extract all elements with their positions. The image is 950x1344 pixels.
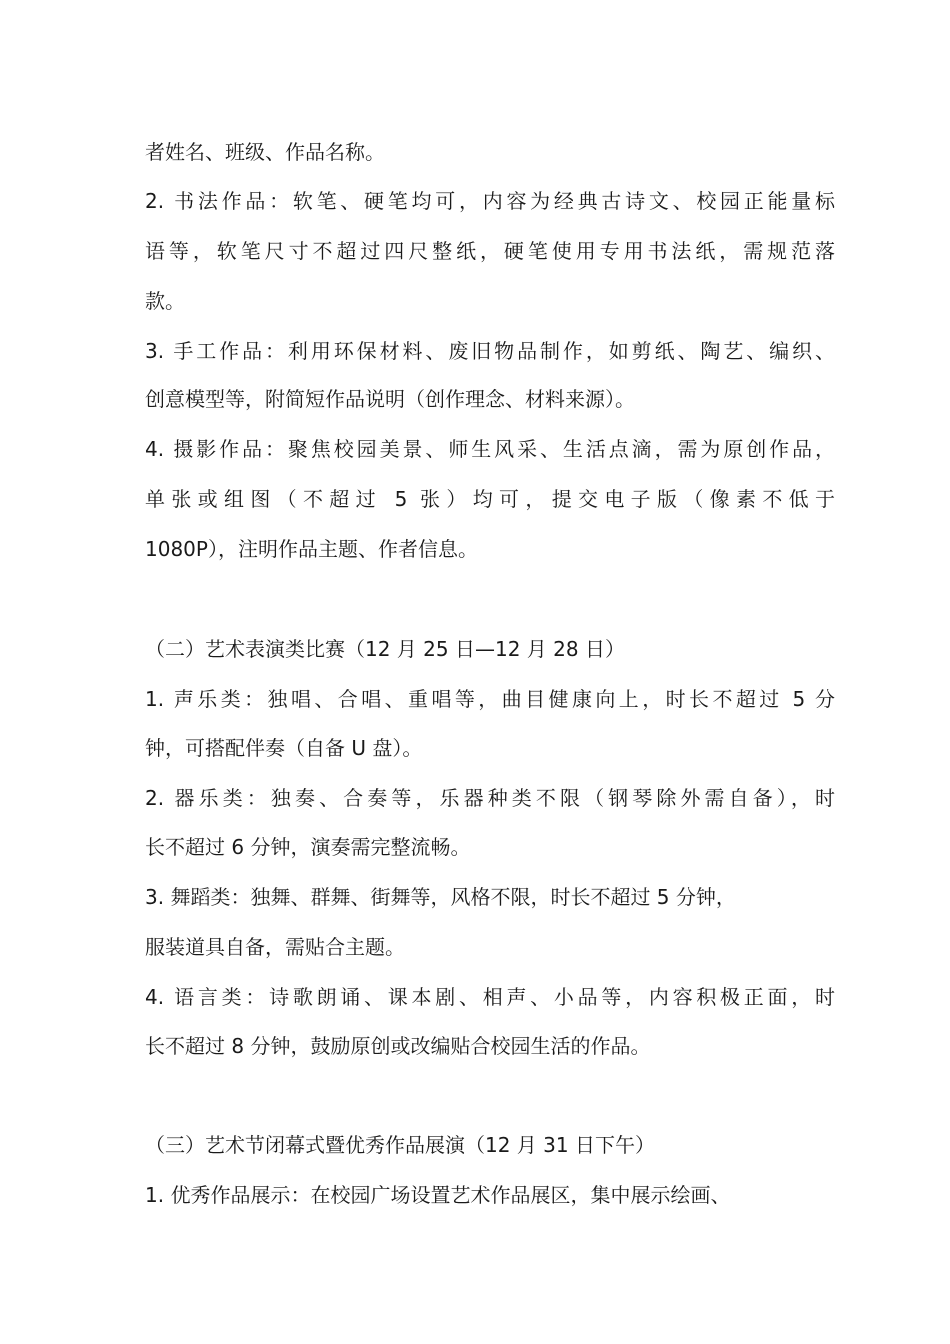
- paragraph-line: 长不超过 8 分钟，鼓励原创或改编贴合校园生活的作品。: [145, 1034, 651, 1058]
- paragraph-line: 语等，软笔尺寸不超过四尺整纸，硬笔使用专用书法纸，需规范落: [145, 239, 835, 263]
- paragraph-line: 单张或组图（不超过 5 张）均可，提交电子版（像素不低于: [145, 487, 835, 511]
- paragraph-line: 1. 优秀作品展示：在校园广场设置艺术作品展区，集中展示绘画、: [145, 1183, 731, 1207]
- section-heading: （二）艺术表演类比赛（12 月 25 日—12 月 28 日）: [145, 637, 625, 661]
- paragraph-line: 3. 手工作品：利用环保材料、废旧物品制作，如剪纸、陶艺、编织、: [145, 339, 835, 363]
- paragraph-line: 款。: [145, 289, 185, 313]
- paragraph-line: 4. 语言类：诗歌朗诵、课本剧、相声、小品等，内容积极正面，时: [145, 985, 835, 1009]
- paragraph-line: 者姓名、班级、作品名称。: [145, 140, 385, 164]
- paragraph-line: 2. 书法作品：软笔、硬笔均可，内容为经典古诗文、校园正能量标: [145, 189, 835, 213]
- paragraph-line: 服装道具自备，需贴合主题。: [145, 935, 405, 959]
- paragraph-line: 1. 声乐类：独唱、合唱、重唱等，曲目健康向上，时长不超过 5 分: [145, 687, 835, 711]
- paragraph-line: 长不超过 6 分钟，演奏需完整流畅。: [145, 835, 471, 859]
- paragraph-line: 创意模型等，附简短作品说明（创作理念、材料来源）。: [145, 387, 635, 411]
- paragraph-line: 1080P），注明作品主题、作者信息。: [145, 537, 478, 561]
- paragraph-line: 3. 舞蹈类：独舞、群舞、街舞等，风格不限，时长不超过 5 分钟，: [145, 885, 736, 909]
- paragraph-line: 钟，可搭配伴奏（自备 U 盘）。: [145, 736, 423, 760]
- section-heading: （三）艺术节闭幕式暨优秀作品展演（12 月 31 日下午）: [145, 1133, 655, 1157]
- paragraph-line: 2. 器乐类：独奏、合奏等，乐器种类不限（钢琴除外需自备），时: [145, 786, 835, 810]
- paragraph-line: 4. 摄影作品：聚焦校园美景、师生风采、生活点滴，需为原创作品，: [145, 437, 835, 461]
